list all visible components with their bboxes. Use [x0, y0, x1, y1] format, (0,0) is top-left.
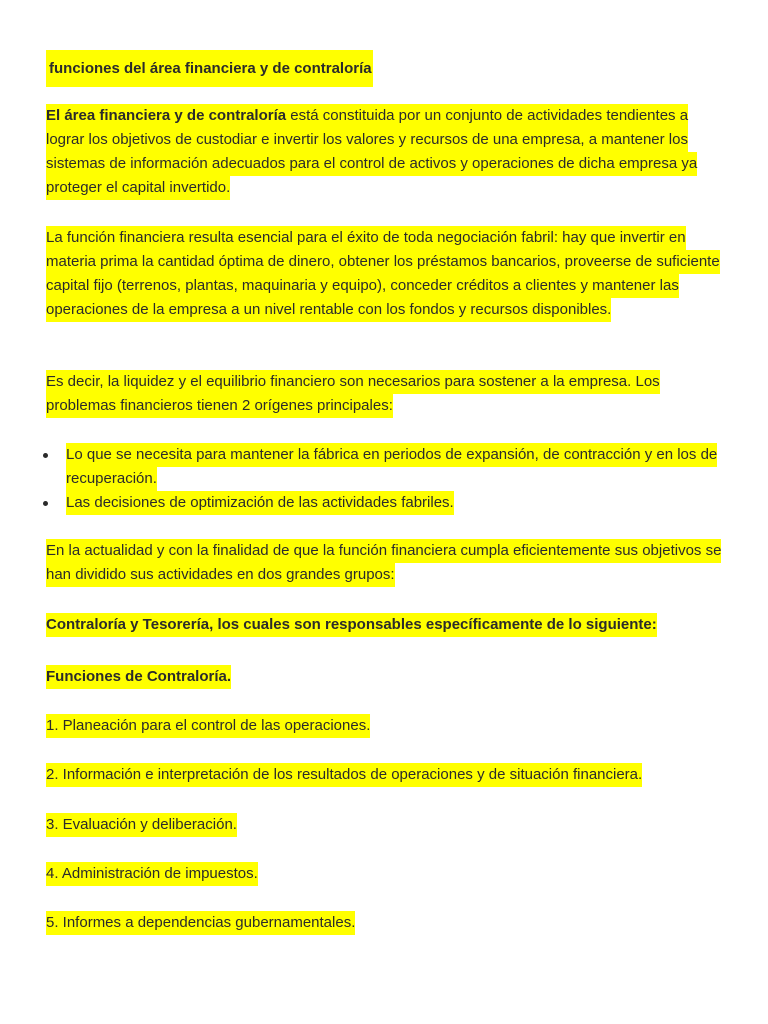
heading-contraloria-tesoreria-text: Contraloría y Tesorería, los cuales son responsables específicamente de lo siguiente:	[46, 613, 657, 637]
paragraph-intro-text: está constituida por un conjunto de actividades tendientes a lograr los objetivos de custodiar e invertir los valores y recursos de una empresa, a mantener los sistemas de información adecuados para el control de activos y operaciones de dicha empresa ya proteger el capital invertido.	[46, 107, 698, 196]
paragraph-groups-text: En la actualidad y con la finalidad de que la función financiera cumpla eficientemente sus objetivos se han dividido sus actividades en dos grandes grupos:	[46, 539, 721, 587]
paragraph-financial-function	[46, 226, 726, 322]
numbered-item	[46, 714, 726, 738]
list-item	[46, 491, 726, 515]
paragraph-groups	[46, 539, 726, 587]
list-item-text: Lo que se necesita para mantener la fábrica en periodos de expansión, de contracción y en los de recuperación.	[66, 443, 717, 491]
paragraph-intro	[46, 104, 726, 200]
list-item-text: Las decisiones de optimización de las actividades fabriles.	[66, 491, 454, 515]
paragraph-intro-bold: El área financiera y de contraloría	[46, 107, 287, 124]
bullet-icon	[43, 453, 48, 458]
numbered-item-text: 4. Administración de impuestos.	[46, 862, 258, 886]
paragraph-liquidity-text: Es decir, la liquidez y el equilibrio financiero son necesarios para sostener a la empresa. Los problemas financieros tienen 2 orígenes principales:	[46, 370, 660, 418]
numbered-item-text: 5. Informes a dependencias gubernamentales.	[46, 911, 355, 935]
heading-funciones-contraloria-text: Funciones de Contraloría.	[46, 665, 231, 689]
heading-funciones-contraloria	[46, 665, 726, 689]
numbered-item-text: 1. Planeación para el control de las operaciones.	[46, 714, 370, 738]
numbered-item-text: 3. Evaluación y deliberación.	[46, 813, 237, 837]
title-text: funciones del área financiera y de contraloría	[46, 50, 373, 87]
numbered-item	[46, 813, 726, 837]
numbered-item	[46, 911, 726, 935]
heading-contraloria-tesoreria	[46, 613, 726, 637]
numbered-item	[46, 763, 726, 787]
numbered-item	[46, 862, 726, 886]
paragraph-financial-function-text: La función financiera resulta esencial para el éxito de toda negociación fabril: hay que invertir en materia prima la cantidad óptima de dinero, obtener los préstamos bancarios, proveerse de suficiente capital fijo (terrenos, plantas, maquinaria y equipo), conceder créditos a clientes y mantener las operaciones de la empresa a un nivel rentable con los fondos y recursos disponibles.	[46, 226, 720, 322]
bullet-icon	[43, 501, 48, 506]
paragraph-liquidity	[46, 370, 726, 418]
bullet-list	[46, 443, 726, 515]
numbered-item-text: 2. Información e interpretación de los resultados de operaciones y de situación financiera.	[46, 763, 642, 787]
list-item	[46, 443, 726, 491]
document-title	[46, 57, 726, 81]
